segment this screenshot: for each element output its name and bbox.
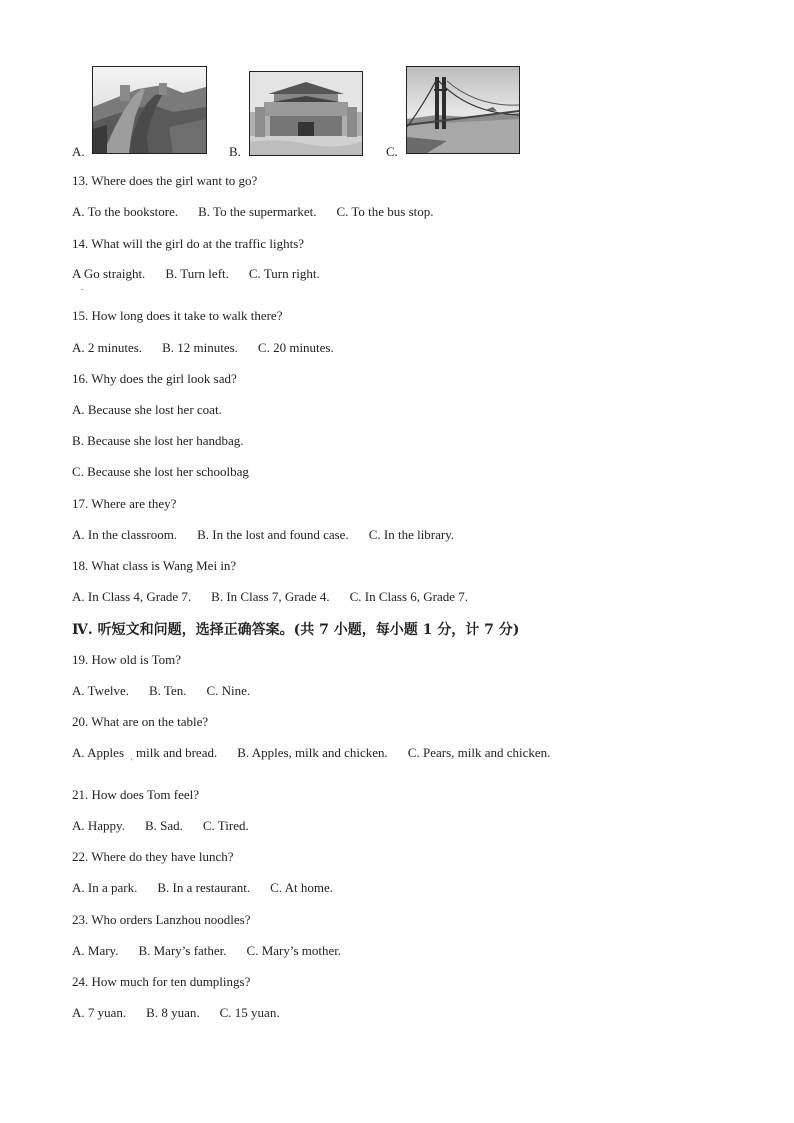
- picture-option-c[interactable]: [386, 66, 536, 158]
- option-18-b[interactable]: B. In Class 7, Grade 4.: [211, 589, 330, 604]
- option-22-b[interactable]: B. In a restaurant.: [157, 880, 251, 895]
- option-14-a[interactable]: A Go straight.: [72, 266, 146, 281]
- option-22-a[interactable]: A. In a park.: [72, 880, 138, 895]
- option-15-c[interactable]: C. 20 minutes.: [257, 340, 334, 355]
- option-19-a[interactable]: A. Twelve.: [72, 683, 129, 698]
- question-19: 19. How old is Tom?: [72, 652, 181, 667]
- question-15: 15. How long does it take to walk there?: [72, 308, 283, 323]
- picture-option-a[interactable]: [72, 66, 212, 158]
- option-13-a[interactable]: A. To the bookstore.: [72, 204, 179, 219]
- option-17-a[interactable]: A. In the classroom.: [72, 527, 178, 542]
- question-22: 22. Where do they have lunch?: [72, 849, 234, 864]
- option-15-b[interactable]: B. 12 minutes.: [162, 340, 238, 355]
- option-17-c[interactable]: C. In the library.: [368, 527, 455, 542]
- question-16: 16. Why does the girl look sad?: [72, 371, 237, 386]
- option-21-c[interactable]: C. Tired.: [202, 818, 249, 833]
- golden-gate-bridge-image: [406, 66, 520, 154]
- question-13-options: [72, 204, 434, 220]
- question-21: 21. How does Tom feel?: [72, 787, 200, 802]
- option-22-c[interactable]: C. At home.: [270, 880, 333, 895]
- question-17-options: [72, 527, 454, 543]
- option-13-b[interactable]: B. To the supermarket.: [198, 204, 317, 219]
- option-19-b[interactable]: B. Ten.: [148, 683, 187, 698]
- picture-options: [72, 66, 532, 158]
- question-23-options: [72, 943, 341, 959]
- option-20-a[interactable]: A. Apples: [72, 745, 124, 760]
- option-16-c[interactable]: C. Because she lost her schoolbag: [72, 464, 249, 479]
- option-14-b[interactable]: B. Turn left.: [165, 266, 229, 281]
- question-20-options: [72, 745, 550, 761]
- question-24: 24. How much for ten dumplings?: [72, 974, 251, 989]
- picture-label-a: A.: [72, 144, 85, 159]
- question-20: 20. What are on the table?: [72, 714, 209, 729]
- question-21-options: [72, 818, 249, 834]
- option-17-b[interactable]: B. In the lost and found case.: [197, 527, 349, 542]
- question-15-options: [72, 340, 334, 356]
- question-18-options: [72, 589, 468, 605]
- question-24-options: [72, 1005, 280, 1021]
- section-iv-heading: Ⅳ. 听短文和问题，选择正确答案。(共 7 小题，每小题 1 分，计 7 分): [72, 622, 520, 638]
- option-24-a[interactable]: A. 7 yuan.: [72, 1005, 127, 1020]
- option-18-a[interactable]: A. In Class 4, Grade 7.: [72, 589, 192, 604]
- option-21-a[interactable]: A. Happy.: [72, 818, 125, 833]
- question-23: 23. Who orders Lanzhou noodles?: [72, 912, 251, 927]
- option-14-c[interactable]: C. Turn right.: [248, 266, 320, 281]
- option-20-a-continued[interactable]: milk and bread.: [136, 745, 218, 760]
- option-20-c[interactable]: C. Pears, milk and chicken.: [407, 745, 551, 760]
- option-24-b[interactable]: B. 8 yuan.: [146, 1005, 200, 1020]
- question-17: 17. Where are they?: [72, 496, 177, 511]
- option-16-a[interactable]: A. Because she lost her coat.: [72, 402, 222, 417]
- option-21-b[interactable]: B. Sad.: [144, 818, 183, 833]
- option-23-c[interactable]: C. Mary’s mother.: [246, 943, 342, 958]
- stray-comma-mark: ': [131, 757, 133, 767]
- option-16-b[interactable]: B. Because she lost her handbag.: [72, 433, 244, 448]
- option-24-c[interactable]: C. 15 yuan.: [219, 1005, 280, 1020]
- picture-label-b: B.: [229, 144, 241, 159]
- question-14-options: [72, 266, 320, 282]
- option-18-c[interactable]: C. In Class 6, Grade 7.: [349, 589, 469, 604]
- great-wall-image: [92, 66, 207, 154]
- imperial-palace-image: [249, 71, 363, 156]
- question-14: 14. What will the girl do at the traffic lights?: [72, 236, 305, 251]
- stray-dot: .: [81, 282, 84, 292]
- option-20-b[interactable]: B. Apples, milk and chicken.: [237, 745, 388, 760]
- option-19-c[interactable]: C. Nine.: [206, 683, 251, 698]
- option-13-c[interactable]: C. To the bus stop.: [336, 204, 434, 219]
- picture-option-b[interactable]: [229, 66, 369, 158]
- option-23-b[interactable]: B. Mary’s father.: [138, 943, 227, 958]
- question-22-options: [72, 880, 333, 896]
- option-15-a[interactable]: A. 2 minutes.: [72, 340, 143, 355]
- question-13: 13. Where does the girl want to go?: [72, 173, 258, 188]
- question-18: 18. What class is Wang Mei in?: [72, 558, 237, 573]
- picture-label-c: C.: [386, 144, 398, 159]
- option-23-a[interactable]: A. Mary.: [72, 943, 119, 958]
- question-19-options: [72, 683, 250, 699]
